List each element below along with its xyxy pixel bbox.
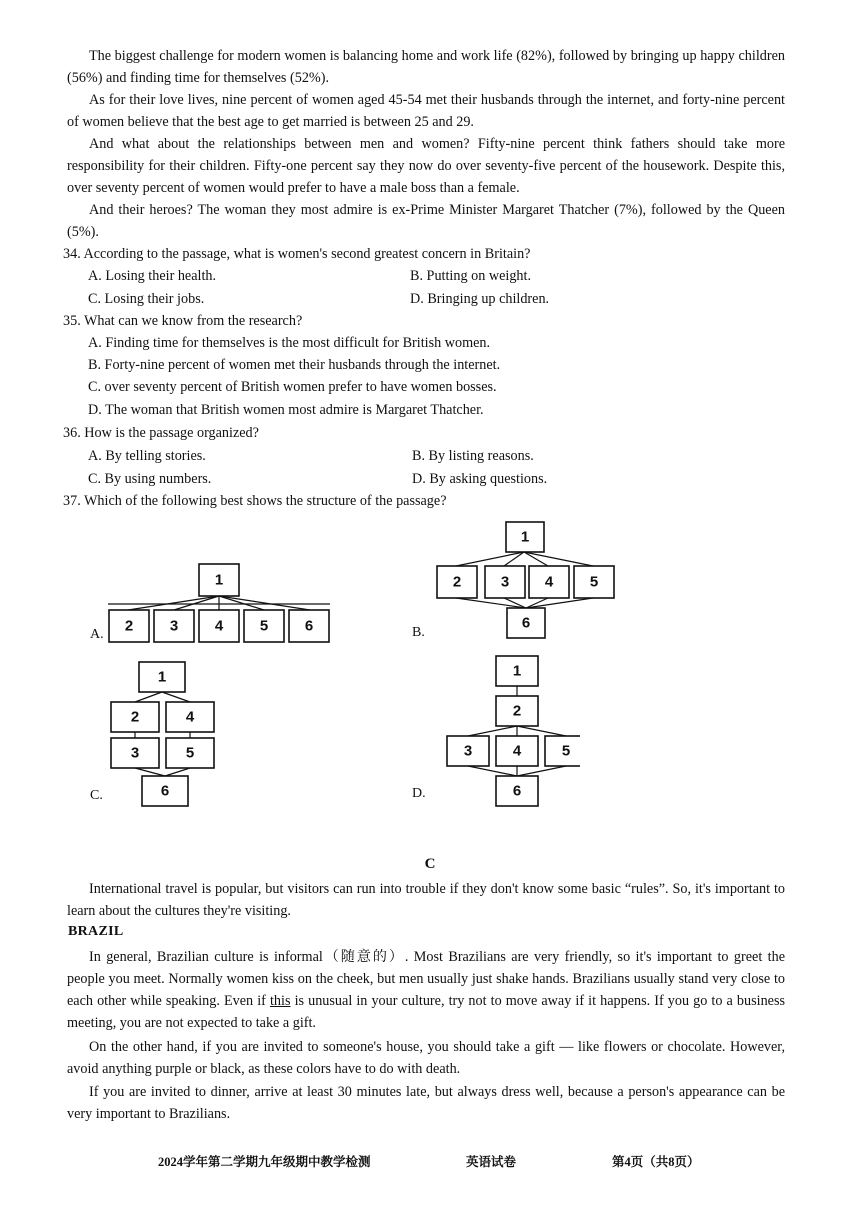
question-35-option-b[interactable]: B. Forty-nine percent of women met their husbands through the internet. (88, 357, 501, 373)
section-heading: BRAZIL (68, 924, 124, 939)
passage-c-paragraph-2: On the other hand, if you are invited to someone's house, you should take a gift — like flowers or chocolate. However, avoid anything purple or black, as these colors have to do with death. (67, 1039, 785, 1077)
footer-page-number: 第4页（共8页） (612, 1155, 700, 1169)
passage-c-paragraph-3: If you are invited to dinner, arrive at least 30 minutes late, but always dress well, because a person's appearance can be very important to Brazilians. (67, 1084, 785, 1122)
svg-text:5: 5 (259, 617, 269, 635)
footer-exam-title: 2024学年第二学期九年级期中教学检测 (158, 1155, 371, 1169)
diagram-c (106, 660, 226, 812)
svg-text:6: 6 (304, 617, 314, 635)
section-letter: C (424, 856, 436, 872)
diagram-c-label[interactable]: C. (90, 788, 103, 803)
question-35-option-d[interactable]: D. The woman that British women most admire is Margaret Thatcher. (88, 402, 484, 418)
svg-text:4: 4 (544, 573, 554, 591)
diagram-d-box-3 (447, 736, 489, 766)
underlined-word: this (269, 993, 291, 1009)
svg-text:3: 3 (500, 573, 510, 591)
diagram-c-box-4 (166, 702, 214, 732)
svg-text:1: 1 (512, 662, 522, 680)
diagram-a (100, 560, 340, 650)
diagram-b-box-4 (529, 566, 569, 598)
question-36-stem: 36. How is the passage organized? (63, 425, 259, 441)
passage-c-paragraph-1: In general, Brazilian culture is informal（随意的）. Most Brazilians are very friendly, so it's important to greet the people you meet. Normally women kiss on the cheek, but men usually just shake hands. Brazilians usually stand very close to each other while speaking. Even if this is unusual in your culture, try not to move away if it happens. If you go to a business meeting, you are not expected to take a gift. (67, 949, 785, 1031)
svg-text:2: 2 (512, 702, 522, 720)
question-37-stem: 37. Which of the following best shows the structure of the passage? (63, 493, 447, 509)
svg-text:2: 2 (124, 617, 134, 635)
svg-text:5: 5 (589, 573, 599, 591)
svg-text:3: 3 (169, 617, 179, 635)
svg-text:6: 6 (512, 782, 522, 800)
svg-text:4: 4 (185, 708, 195, 726)
svg-text:4: 4 (214, 617, 224, 635)
diagram-d-box-1 (496, 656, 538, 686)
svg-text:5: 5 (185, 744, 195, 762)
diagram-a-box-4 (199, 610, 239, 642)
diagram-c-box-1 (139, 662, 185, 692)
diagram-b (430, 518, 630, 644)
svg-text:2: 2 (452, 573, 462, 591)
diagram-a-box-5 (244, 610, 284, 642)
passage-paragraph: And their heroes? The woman they most admire is ex-Prime Minister Margaret Thatcher (7%), followed by the Queen (5%). (67, 202, 785, 240)
passage-c-intro: International travel is popular, but visitors can run into trouble if they don't know some basic “rules”. So, it's important to learn about the cultures they're visiting. (67, 881, 785, 919)
diagram-a-box-2 (109, 610, 149, 642)
question-35-option-a[interactable]: A. Finding time for themselves is the most difficult for British women. (88, 335, 491, 351)
diagram-d-box-6 (496, 776, 538, 806)
svg-text:3: 3 (130, 744, 140, 762)
question-36-option-c[interactable]: C. By using numbers. (88, 471, 212, 487)
question-35-option-c[interactable]: C. over seventy percent of British women prefer to have women bosses. (88, 379, 497, 395)
footer-subject: 英语试卷 (466, 1155, 517, 1169)
diagram-b-box-3 (485, 566, 525, 598)
question-36-option-b[interactable]: B. By listing reasons. (412, 448, 534, 464)
diagram-a-box-1 (199, 564, 239, 596)
passage-paragraph: The biggest challenge for modern women is balancing home and work life (82%), followed by bringing up happy children (56%) and finding time for themselves (52%). (67, 48, 785, 86)
question-34-option-d[interactable]: D. Bringing up children. (410, 291, 550, 307)
svg-text:6: 6 (521, 614, 531, 632)
svg-text:4: 4 (512, 742, 522, 760)
svg-text:5: 5 (561, 742, 571, 760)
svg-text:1: 1 (157, 668, 167, 686)
diagram-d-box-4 (496, 736, 538, 766)
diagram-c-box-6 (142, 776, 188, 806)
diagram-b-box-1 (506, 522, 544, 552)
passage-paragraph: As for their love lives, nine percent of women aged 45-54 met their husbands through the internet, and forty-nine percent of women believe that the best age to get married is between 25 and 29. (67, 92, 785, 130)
question-36-option-a[interactable]: A. By telling stories. (88, 448, 206, 464)
svg-text:1: 1 (214, 571, 224, 589)
svg-text:2: 2 (130, 708, 140, 726)
question-36-option-d[interactable]: D. By asking questions. (412, 471, 548, 487)
question-34-option-c[interactable]: C. Losing their jobs. (88, 291, 205, 307)
diagram-c-box-2 (111, 702, 159, 732)
question-34-option-a[interactable]: A. Losing their health. (88, 268, 217, 284)
svg-text:6: 6 (160, 782, 170, 800)
question-34-stem: 34. According to the passage, what is women's second greatest concern in Britain? (63, 246, 531, 262)
diagram-c-box-3 (111, 738, 159, 768)
question-35-stem: 35. What can we know from the research? (63, 313, 303, 329)
passage-paragraph: And what about the relationships between men and women? Fifty-nine percent think fathers should take more responsibility for their children. Fifty-one percent say they now do over seventy-five percent of the housework. Despite this, over seventy percent of women would prefer to have a male boss than a female. (67, 136, 785, 196)
diagram-b-box-5 (574, 566, 614, 598)
diagram-a-box-3 (154, 610, 194, 642)
diagram-c-box-5 (166, 738, 214, 768)
diagram-a-label[interactable]: A. (90, 627, 104, 642)
question-34-option-b[interactable]: B. Putting on weight. (410, 268, 531, 284)
diagram-b-box-6 (507, 608, 545, 638)
diagram-a-box-6 (289, 610, 329, 642)
diagram-b-label[interactable]: B. (412, 625, 425, 640)
diagram-d-box-2 (496, 696, 538, 726)
diagram-d-box-5 (545, 736, 580, 766)
diagram-d-label[interactable]: D. (412, 786, 426, 801)
diagram-d (440, 652, 580, 810)
svg-text:3: 3 (463, 742, 473, 760)
svg-text:1: 1 (520, 528, 530, 546)
diagram-b-box-2 (437, 566, 477, 598)
